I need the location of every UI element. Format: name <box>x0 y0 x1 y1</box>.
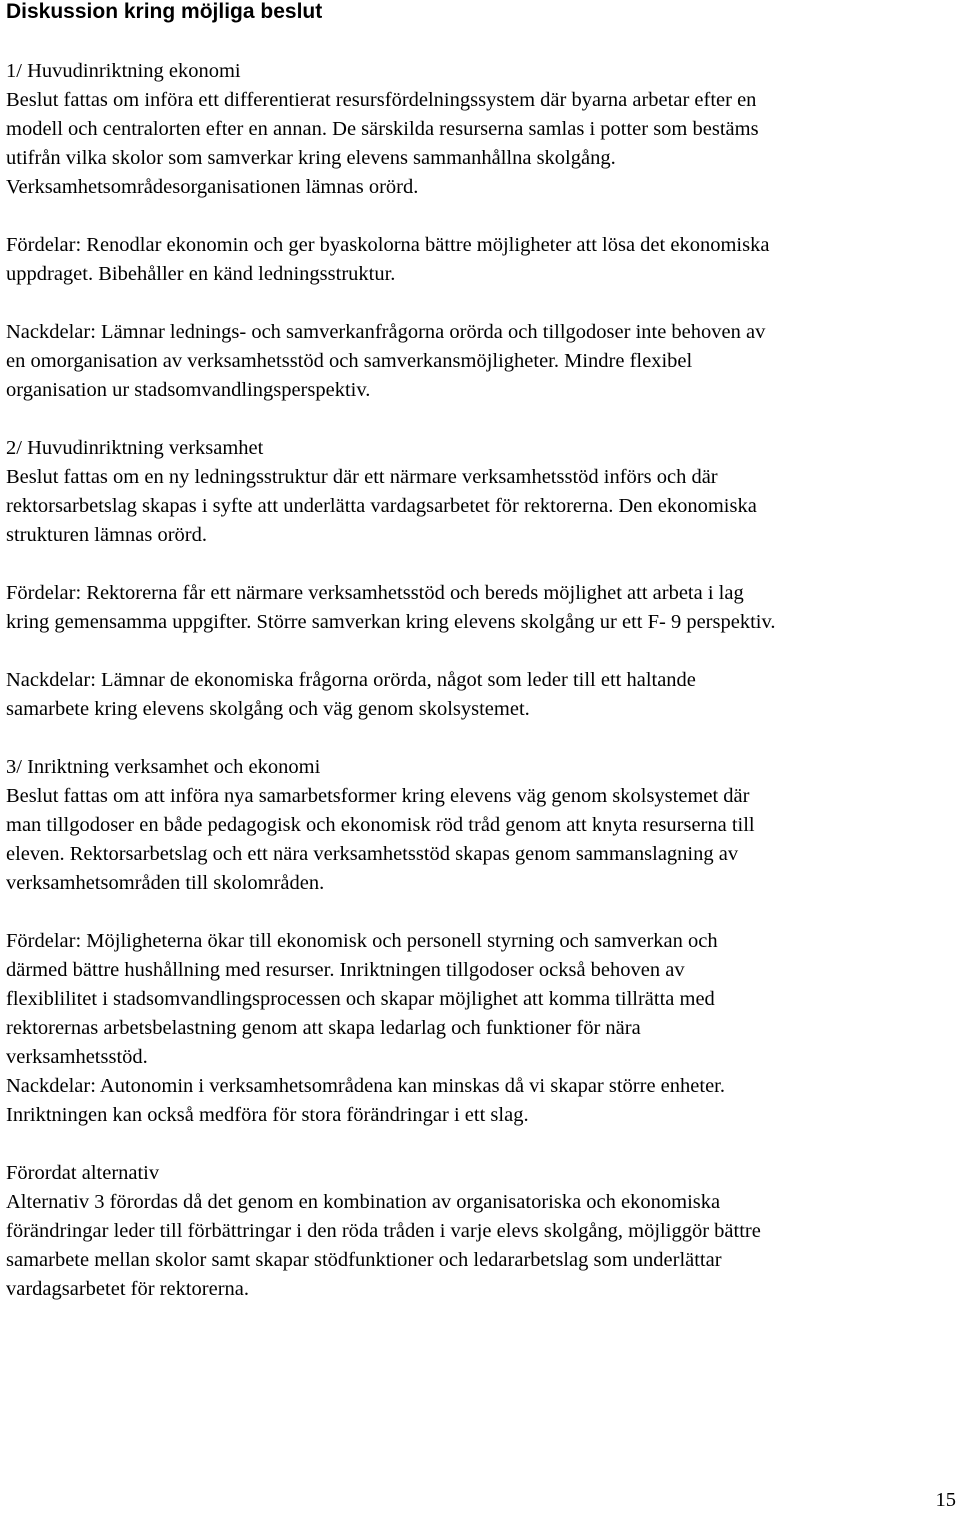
page-number: 15 <box>935 1489 956 1511</box>
section1-pros-line: uppdraget. Bibehåller en känd ledningsstruktur. <box>6 263 396 285</box>
document-page <box>6 0 956 1304</box>
section3-cons-line: Inriktningen kan också medföra för stora förändringar i ett slag. <box>6 1104 529 1126</box>
section2-block <box>6 434 956 550</box>
section1-body-line: modell och centralorten efter en annan. De särskilda resurserna samlas i potter som bestäms <box>6 118 759 140</box>
section1-cons-line: en omorganisation av verksamhetsstöd och samverkansmöjligheter. Mindre flexibel <box>6 350 693 372</box>
conclusion-body-line: samarbete mellan skolor samt skapar stödfunktioner och ledararbetslag som underlättar <box>6 1249 722 1271</box>
section3-body-line: verksamhetsområden till skolområden. <box>6 872 325 894</box>
section3-block <box>6 753 956 898</box>
section3-pros-line: därmed bättre hushållning med resurser. Inriktningen tillgodoser också behoven av <box>6 959 685 981</box>
conclusion-body-line: förändringar leder till förbättringar i den röda tråden i varje elevs skolgång, möjliggör bättre <box>6 1220 761 1242</box>
section1-pros <box>6 231 956 289</box>
section1-cons-line: Nackdelar: Lämnar lednings- och samverkanfrågorna orörda och tillgodoser inte behoven av <box>6 321 766 343</box>
section2-cons-line: Nackdelar: Lämnar de ekonomiska frågorna orörda, något som leder till ett haltande <box>6 669 696 691</box>
section2-body-line: Beslut fattas om en ny ledningsstruktur där ett närmare verksamhetsstöd införs och där <box>6 466 718 488</box>
conclusion-title: Förordat alternativ <box>6 1162 160 1184</box>
conclusion-body-line: vardagsarbetet för rektorerna. <box>6 1278 250 1300</box>
section1-body-line: Verksamhetsområdesorganisationen lämnas orörd. <box>6 176 419 198</box>
section3-pros <box>6 927 956 1072</box>
conclusion-block <box>6 1159 956 1304</box>
section2-pros-line: Fördelar: Rektorerna får ett närmare verksamhetsstöd och bereds möjlighet att arbeta i lag <box>6 582 744 604</box>
section3-pros-line: Fördelar: Möjligheterna ökar till ekonomisk och personell styrning och samverkan och <box>6 930 718 952</box>
page-heading: Diskussion kring möjliga beslut <box>6 0 323 23</box>
section2-cons-line: samarbete kring elevens skolgång och väg genom skolsystemet. <box>6 698 530 720</box>
section3-pros-line: flexiblilitet i stadsomvandlingsprocessen och skapar möjlighet att komma tillrätta med <box>6 988 715 1010</box>
section1-body-line: Beslut fattas om införa ett differentierat resursfördelningssystem där byarna arbetar efter en <box>6 89 757 111</box>
section1-block <box>6 57 956 202</box>
section2-pros <box>6 579 956 637</box>
section3-cons-line: Nackdelar: Autonomin i verksamhetsområdena kan minskas då vi skapar större enheter. <box>6 1075 725 1097</box>
section3-body-line: man tillgodoser en både pedagogisk och ekonomisk röd tråd genom att knyta resurserna till <box>6 814 755 836</box>
section2-body-line: strukturen lämnas orörd. <box>6 524 207 546</box>
section3-cons <box>6 1072 956 1130</box>
section1-title: 1/ Huvudinriktning ekonomi <box>6 60 241 82</box>
section1-cons <box>6 318 956 405</box>
section2-pros-line: kring gemensamma uppgifter. Större samverkan kring elevens skolgång ur ett F- 9 perspektiv. <box>6 611 776 633</box>
section3-pros-line: rektorernas arbetsbelastning genom att skapa ledarlag och funktioner för nära <box>6 1017 641 1039</box>
conclusion-body-line: Alternativ 3 förordas då det genom en kombination av organisatoriska och ekonomiska <box>6 1191 721 1213</box>
section3-pros-line: verksamhetsstöd. <box>6 1046 148 1068</box>
section2-cons <box>6 666 956 724</box>
section2-title: 2/ Huvudinriktning verksamhet <box>6 437 264 459</box>
section2-body-line: rektorsarbetslag skapas i syfte att underlätta vardagsarbetet för rektorerna. Den ekonomiska <box>6 495 757 517</box>
section1-pros-line: Fördelar: Renodlar ekonomin och ger byaskolorna bättre möjligheter att lösa det ekonomiska <box>6 234 770 256</box>
section1-body-line: utifrån vilka skolor som samverkar kring elevens sammanhållna skolgång. <box>6 147 616 169</box>
section1-cons-line: organisation ur stadsomvandlingsperspektiv. <box>6 379 371 401</box>
section3-title: 3/ Inriktning verksamhet och ekonomi <box>6 756 321 778</box>
section3-body-line: Beslut fattas om att införa nya samarbetsformer kring elevens väg genom skolsystemet där <box>6 785 750 807</box>
section3-body-line: eleven. Rektorsarbetslag och ett nära verksamhetsstöd skapas genom sammanslagning av <box>6 843 739 865</box>
